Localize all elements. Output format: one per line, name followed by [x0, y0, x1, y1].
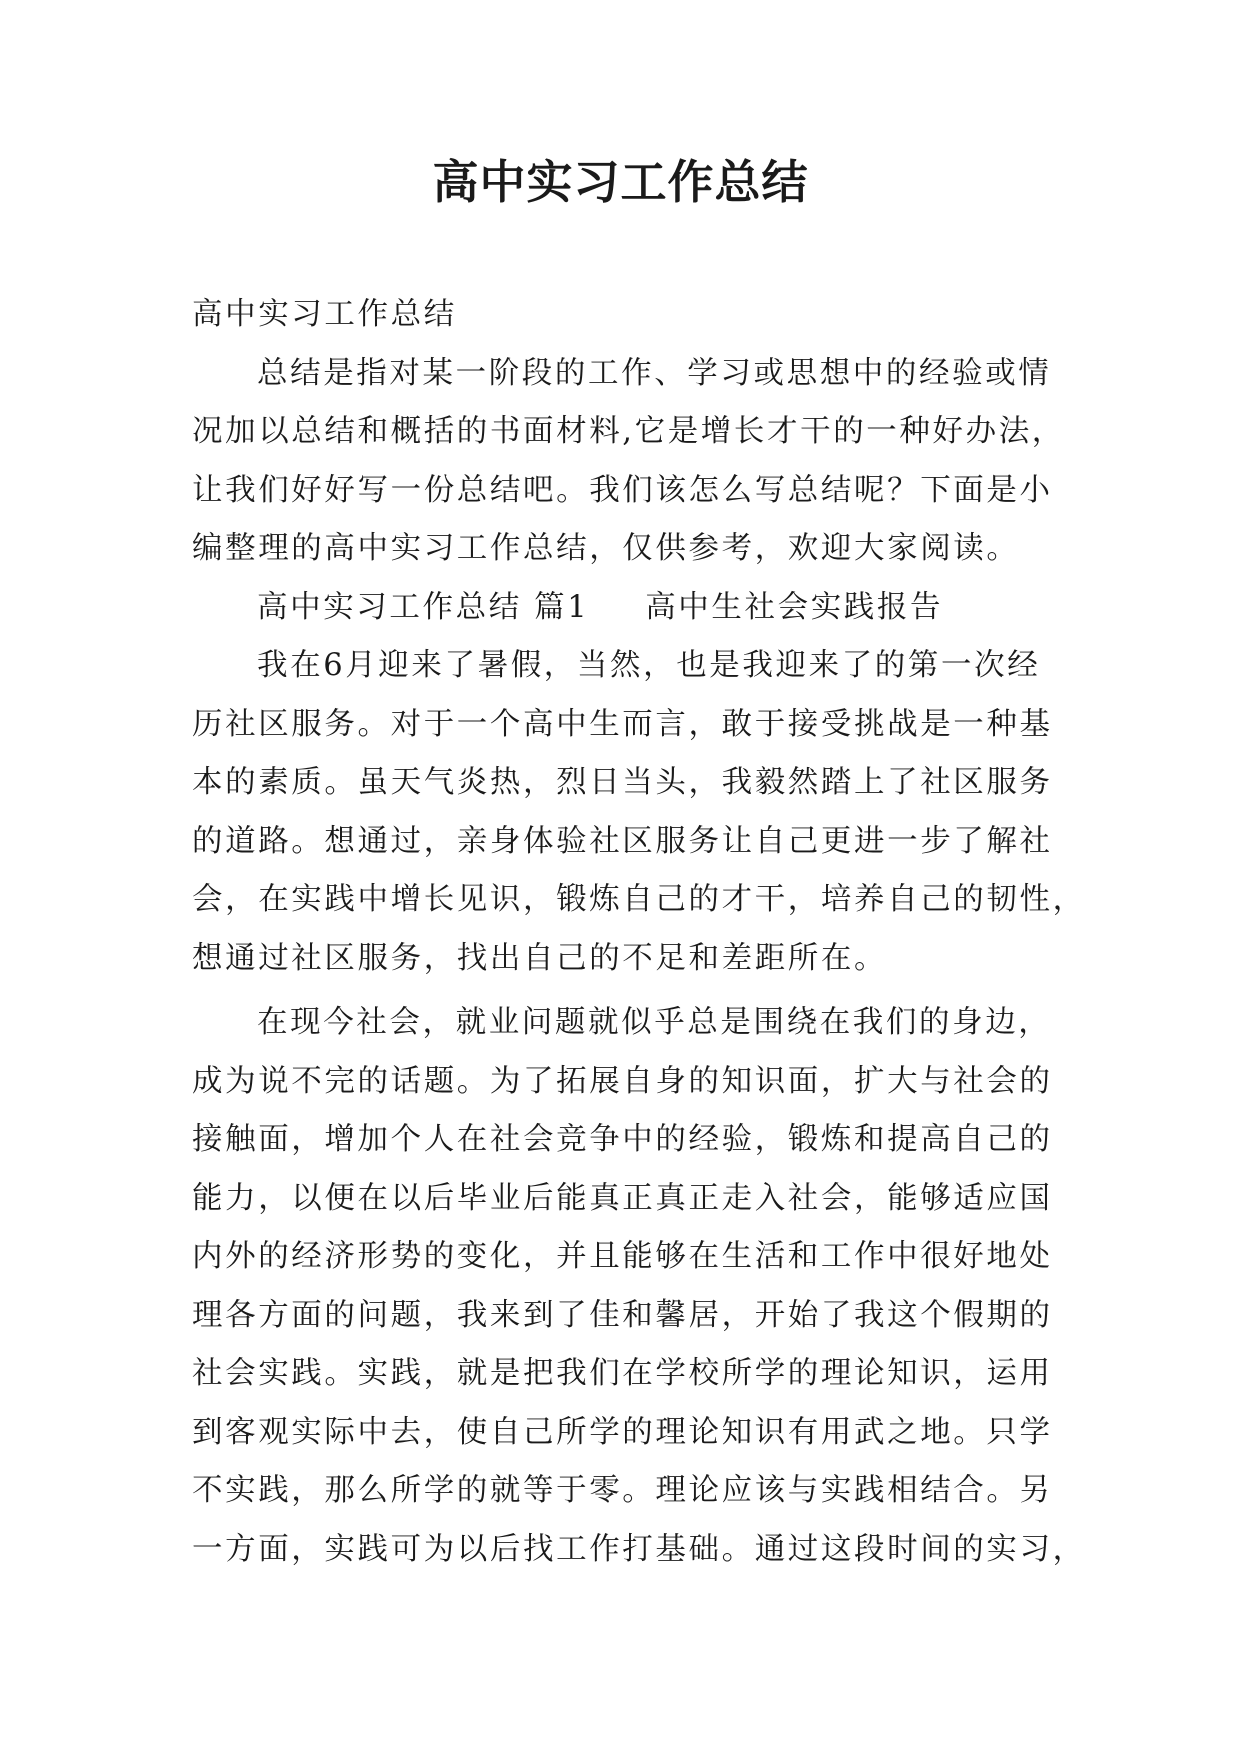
text-line: 社会实践。实践，就是把我们在学校所学的理论知识，运用	[192, 1356, 1053, 1391]
text-line: 编整理的高中实习工作总结，仅供参考，欢迎大家阅读。	[192, 531, 1020, 566]
text-line: 在现今社会，就业问题就似乎总是围绕在我们的身边，	[257, 1005, 1052, 1040]
text-line: 到客观实际中去，使自己所学的理论知识有用武之地。只学	[192, 1414, 1053, 1450]
section-heading-part: 高中实习工作总结 篇1	[257, 589, 590, 625]
text-line: 让我们好好写一份总结吧。我们该怎么写总结呢？下面是小	[192, 472, 1053, 508]
text-line: 成为说不完的话题。为了拓展自身的知识面，扩大与社会的	[192, 1063, 1053, 1099]
text-line: 况加以总结和概括的书面材料,它是增长才干的一种好办法，	[192, 414, 1065, 449]
text-line: 想通过社区服务，找出自己的不足和差距所在。	[192, 940, 888, 976]
text-line: 一方面，实践可为以后找工作打基础。通过这段时间的实习，	[192, 1531, 1086, 1567]
text-line: 本的素质。虽天气炎热，烈日当头，我毅然踏上了社区服务	[192, 765, 1053, 800]
text-line: 历社区服务。对于一个高中生而言，敢于接受挑战是一种基	[192, 706, 1053, 742]
text-line: 理各方面的问题，我来到了佳和馨居，开始了我这个假期的	[192, 1297, 1053, 1333]
document-title: 高中实习工作总结	[432, 155, 809, 209]
text-line: 我在6月迎来了暑假，当然，也是我迎来了的第一次经	[257, 648, 1041, 683]
text-line: 会，在实践中增长见识，锻炼自己的才干，培养自己的韧性，	[192, 882, 1086, 917]
text-line: 接触面，增加个人在社会竞争中的经验，锻炼和提高自己的	[192, 1122, 1053, 1157]
paragraph	[192, 637, 1086, 988]
text-line: 能力，以便在以后毕业后能真正真正走入社会，能够适应国	[192, 1180, 1053, 1216]
section-heading	[192, 579, 1052, 638]
paragraph	[192, 994, 1086, 1579]
text-line: 的道路。想通过，亲身体验社区服务让自己更进一步了解社	[192, 823, 1053, 859]
text-line: 内外的经济形势的变化，并且能够在生活和工作中很好地处	[192, 1239, 1053, 1274]
subtitle-line: 高中实习工作总结	[192, 297, 457, 332]
text-line: 不实践，那么所学的就等于零。理论应该与实践相结合。另	[192, 1473, 1053, 1508]
document-body	[192, 286, 1086, 1579]
section-heading-subtitle: 高中生社会实践报告	[645, 589, 944, 625]
intro-paragraph	[192, 345, 1065, 579]
text-line: 总结是指对某一阶段的工作、学习或思想中的经验或情	[257, 355, 1052, 391]
